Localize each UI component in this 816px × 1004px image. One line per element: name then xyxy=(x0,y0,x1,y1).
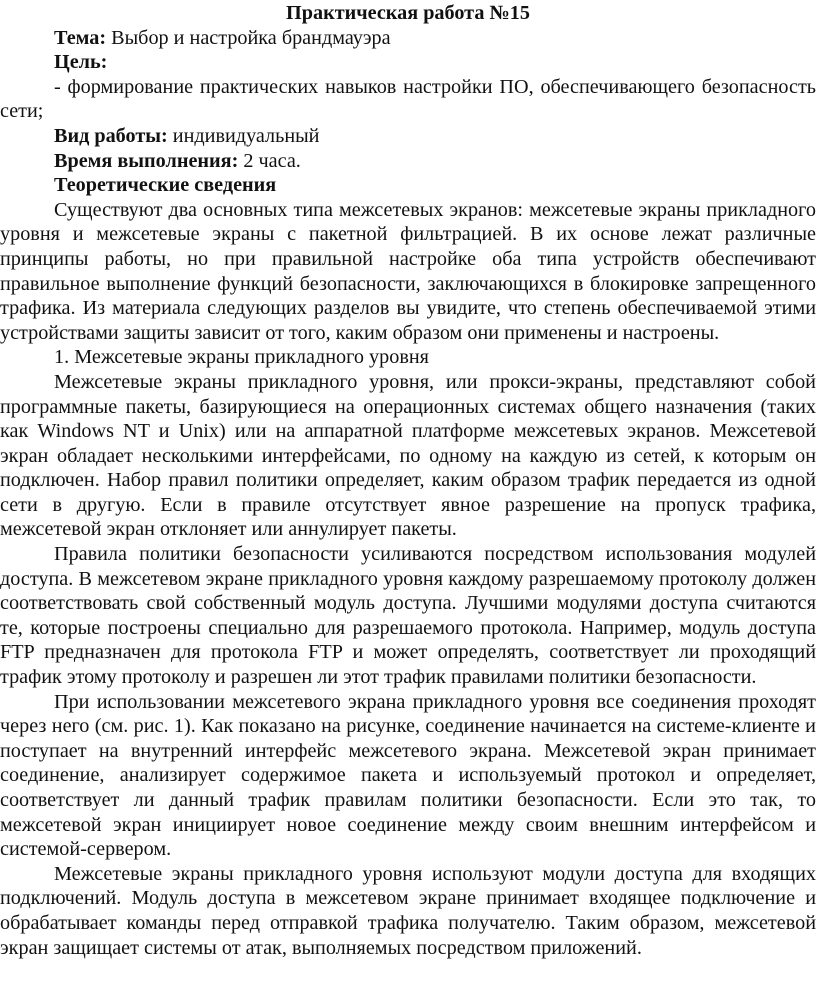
page-title: Практическая работа №15 xyxy=(286,2,530,24)
work-type-label: Вид работы: xyxy=(54,124,168,147)
duration-value: 2 часа. xyxy=(238,149,301,172)
paragraph: Межсетевые экраны прикладного уровня используют модули доступа для входящих подключений. Модуль доступа в межсетевом экране принимает входящее подключение и обрабатывает команды перед отправкой трафика получателю. Таким образом, межсетевой экран защищает системы от атак, выполняемых посредством приложений. xyxy=(0,862,816,959)
paragraph: Правила политики безопасности усиливаются посредством использования модулей доступа. В межсетевом экране прикладного уровня каждому разрешаемому протоколу должен соответствовать свой собственный модуль доступа. Лучшими модулями доступа считаются те, которые построены специально для разрешаемого протокола. Например, модуль доступа FTP предназначен для протокола FTP и может определять, соответствует ли проходящий трафик этому протоколу и разрешен ли этот трафик правилами политики безопасности. xyxy=(0,543,816,689)
topic-label: Тема: xyxy=(54,26,107,49)
goal-text: - формирование практических навыков настройки ПО, обеспечивающего безопасность сети; xyxy=(0,75,816,123)
duration-label: Время выполнения: xyxy=(54,149,239,172)
work-type-line xyxy=(54,124,816,149)
theory-heading: Теоретические сведения xyxy=(54,174,277,197)
topic-line xyxy=(54,26,816,51)
topic-value: Выбор и настройка брандмауэра xyxy=(106,26,391,49)
paragraph: Межсетевые экраны прикладного уровня, или прокси-экраны, представляют собой программные пакеты, базирующиеся на операционных системах общего назначения (таких как Windows NT и Unix) или на аппаратной платформе межсетевых экранов. Межсетевой экран обладает несколькими интерфейсами, по одному на каждую из сетей, к которым он подключен. Набор правил политики определяет, каким образом трафик передается из одной сети в другую. Если в правиле отсутствует явное разрешение на пропуск трафика, межсетевой экран отклоняет или аннулирует пакеты. xyxy=(0,370,816,541)
duration-line xyxy=(54,149,816,174)
work-type-value: индивидуальный xyxy=(167,124,320,147)
paragraph: Существуют два основных типа межсетевых экранов: межсетевые экраны прикладного уровня и межсетевые экраны с пакетной фильтрацией. В их основе лежат различные принципы работы, но при правильной настройке оба типа устройств обеспечивают правильное выполнение функций безопасности, заключающихся в блокировке запрещенного трафика. Из материала следующих разделов вы увидите, что степень обеспечиваемой этими устройствами защиты зависит от того, каким образом они применены и настроены. xyxy=(0,198,816,344)
paragraph: При использовании межсетевого экрана прикладного уровня все соединения проходят через него (см. рис. 1). Как показано на рисунке, соединение начинается на системе-клиенте и поступает на внутренний интерфейс межсетевого экрана. Межсетевой экран принимает соединение, анализирует содержимое пакета и используемый протокол и определяет, соответствует ли данный трафик правилам политики безопасности. Если это так, то межсетевой экран инициирует новое соединение между своим внешним интерфейсом и системой-сервером. xyxy=(0,690,816,861)
section-heading: 1. Межсетевые экраны прикладного уровня xyxy=(54,346,429,369)
goal-label: Цель: xyxy=(54,51,108,74)
